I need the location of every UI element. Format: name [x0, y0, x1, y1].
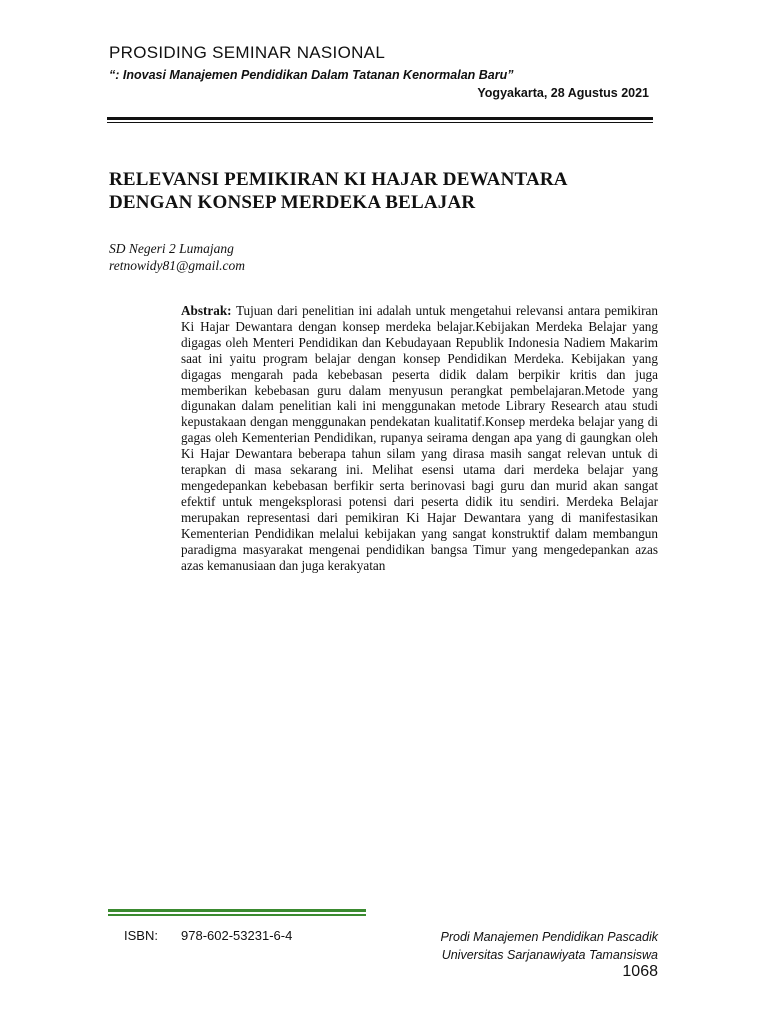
abstract — [181, 303, 658, 573]
paper-title-line-2: DENGAN KONSEP MERDEKA BELAJAR — [109, 192, 476, 213]
isbn-label: ISBN: — [124, 928, 158, 943]
header-rule-thick — [107, 117, 653, 120]
author-email: retnowidy81@gmail.com — [109, 258, 246, 273]
author-block — [109, 240, 245, 274]
footer-rule-thin — [108, 914, 366, 916]
conference-title: PROSIDING SEMINAR NASIONAL — [109, 43, 386, 62]
conference-theme: “: Inovasi Manajemen Pendidikan Dalam Tatanan Kenormalan Baru” — [109, 68, 514, 82]
paper-title — [109, 168, 649, 214]
footer-institution-line-2: Universitas Sarjanawiyata Tamansiswa — [441, 948, 658, 962]
footer-institution-line-1: Prodi Manajemen Pendidikan Pascadik — [440, 930, 658, 944]
isbn-value: 978-602-53231-6-4 — [181, 928, 293, 943]
footer-rule-thick — [108, 909, 366, 912]
author-affiliation: SD Negeri 2 Lumajang — [109, 241, 234, 256]
conference-date: Yogyakarta, 28 Agustus 2021 — [477, 86, 649, 100]
footer-institution — [400, 928, 658, 964]
abstract-text: Tujuan dari penelitian ini adalah untuk mengetahui relevansi antara pemikiran Ki Hajar Dewantara dengan konsep merdeka belajar.Kebijakan Merdeka Belajar yang digagas oleh Menteri Pendidikan dan Kebudayaan Republik Indonesia Nadiem Makarim saat ini yaitu program belajar dengan konsep Pendidikan Merdeka. Kebijakan yang digagas mengarah pada kebebasan peserta didik dalam berpikir kritis dan juga memberikan kebebasan guru dalam menyusun perangkat pembelajaran.Metode yang digunakan dalam penelitian kali ini menggunakan metode Library Research atau studi kepustakaan dengan menggunakan pendekatan kualitatif.Konsep merdeka belajar yang di gagas oleh Kementerian Pendidikan, rupanya seirama dengan apa yang di gaungkan oleh Ki Hajar Dewantara beberapa tahun silam yang dirasa masih sangat relevan untuk di terapkan di masa sekarang ini. Melihat esensi utama dari merdeka belajar yang mengedepankan kebebasan berfikir serta berinovasi bagi guru dan murid akan sangat efektif untuk mengeksplorasi potensi dari peserta didik itu sendiri. Merdeka Belajar merupakan representasi dari pemikiran Ki Hajar Dewantara yang di manifestasikan Kementerian Pendidikan melalui kebijakan yang sangat konstruktif dalam membangun paradigma masyarakat mengenai pendidikan bangsa Timur yang mengedepankan azas azas kemanusiaan dan juga kerakyatan — [181, 303, 658, 573]
abstract-label: Abstrak: — [181, 303, 236, 318]
page-number: 1068 — [622, 963, 658, 980]
header-rule-thin — [107, 122, 653, 123]
paper-title-line-1: RELEVANSI PEMIKIRAN KI HAJAR DEWANTARA — [109, 169, 568, 190]
